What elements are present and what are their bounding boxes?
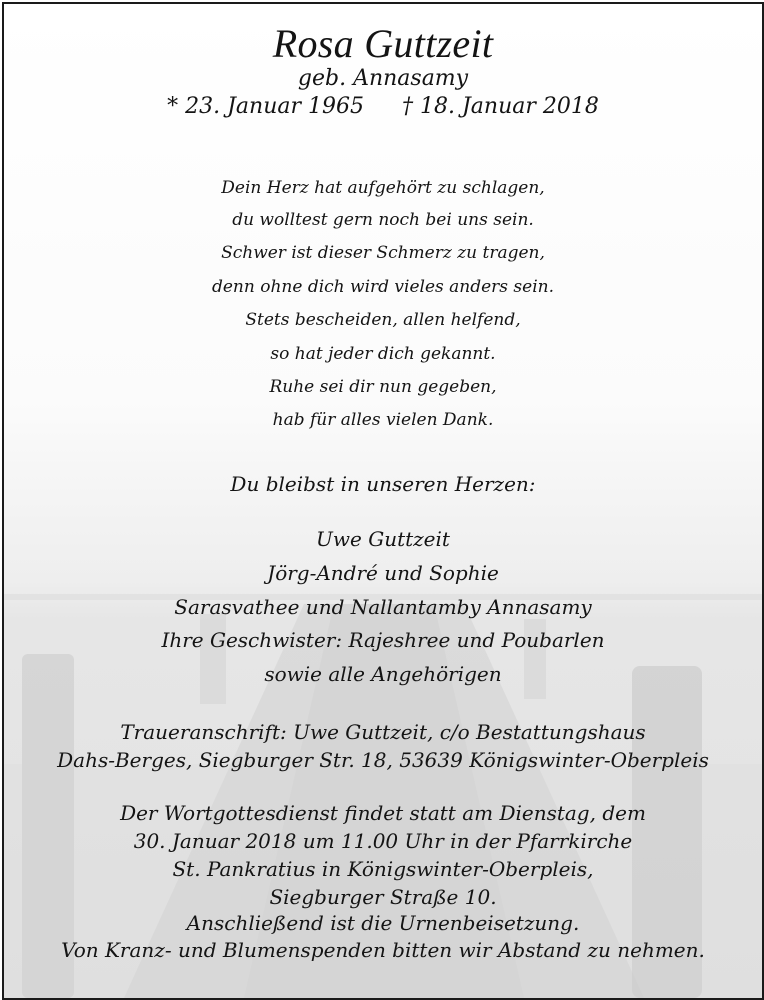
address-line: Traueranschrift: Uwe Guttzeit, c/o Bestattungshaus [120,720,646,744]
family-member: sowie alle Angehörigen [264,662,502,686]
poem-line: Dein Herz hat aufgehört zu schlagen, [221,178,545,198]
service-line: St. Pankratius in Königswinter-Oberpleis, [172,857,594,881]
birth-date: * 23. Januar 1965 [167,94,364,119]
poem-line: Stets bescheiden, allen helfend, [245,310,521,330]
service-line: Anschließend ist die Urnenbeisetzung. [186,911,580,935]
family-member: Jörg-André und Sophie [267,561,499,585]
family-member: Ihre Geschwister: Rajeshree und Poubarlen [161,628,605,652]
poem-line: denn ohne dich wird vieles anders sein. [211,277,555,297]
poem-line: so hat jeder dich gekannt. [270,344,496,364]
service-line: Von Kranz- und Blumenspenden bitten wir Abstand zu nehmen. [61,938,705,962]
poem-line: du wolltest gern noch bei uns sein. [232,210,534,230]
poem-line: hab für alles vielen Dank. [272,410,494,430]
service-line: Der Wortgottesdienst findet statt am Dienstag, dem [120,801,646,825]
poem-line: Schwer ist dieser Schmerz zu tragen, [221,243,545,263]
service-line: Siegburger Straße 10. [269,885,497,909]
life-dates [4,94,762,119]
remembrance-line: Du bleibst in unseren Herzen: [230,472,536,496]
address-line: Dahs-Berges, Siegburger Str. 18, 53639 Königswinter-Oberpleis [57,748,709,772]
service-line: 30. Januar 2018 um 11.00 Uhr in der Pfarrkirche [133,829,633,853]
family-member: Sarasvathee und Nallantamby Annasamy [174,595,592,619]
obituary-text [4,4,762,998]
obituary-card [2,2,764,1000]
birth-name: geb. Annasamy [297,66,469,91]
death-date: † 18. Januar 2018 [402,94,599,119]
family-member: Uwe Guttzeit [316,527,450,551]
poem-line: Ruhe sei dir nun gegeben, [269,377,497,397]
deceased-name: Rosa Guttzeit [272,21,494,66]
